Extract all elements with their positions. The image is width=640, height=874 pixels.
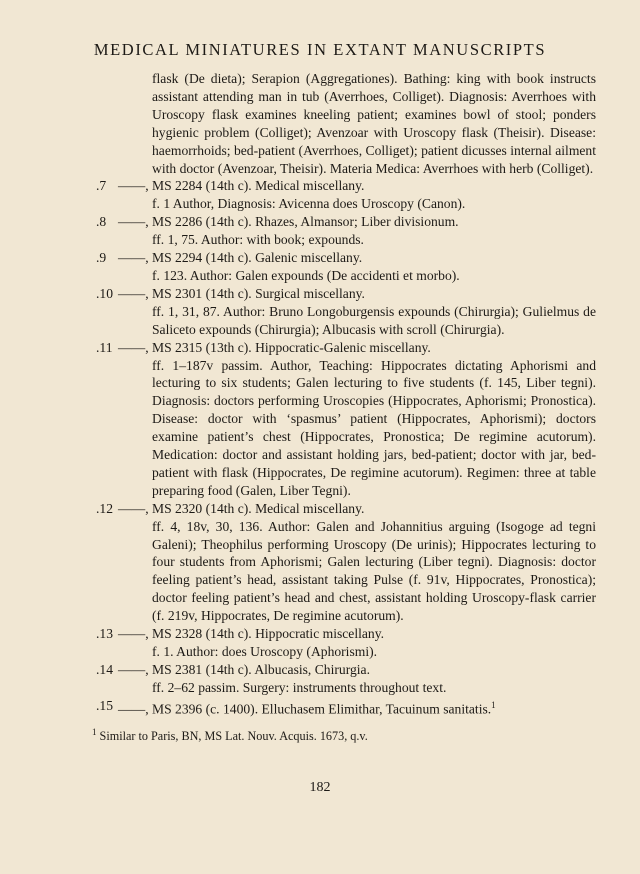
- entry-number: .8: [96, 214, 107, 230]
- entry-number: .12: [96, 500, 113, 516]
- entry-number: .14: [96, 661, 113, 677]
- entry-heading: [118, 697, 596, 718]
- footnote: [92, 724, 596, 744]
- entry-number: .9: [96, 250, 107, 266]
- entry-7: [96, 177, 596, 213]
- footnote-reference: 1: [491, 699, 496, 710]
- footnote-text: Similar to Paris, BN, MS Lat. Nouv. Acquis. 1673, q.v.: [99, 729, 368, 744]
- entry-9: [96, 249, 596, 285]
- entry-11: [96, 339, 596, 500]
- entry-detail: ff. 2–62 passim. Surgery: instruments throughout text.: [152, 679, 447, 695]
- entry-detail: f. 1. Author: does Uroscopy (Aphorismi).: [152, 644, 378, 659]
- entry-heading: ——, MS 2320 (14th c). Medical miscellany.: [118, 500, 365, 516]
- entry-8: [96, 213, 596, 249]
- footnote-mark: 1: [92, 727, 97, 738]
- entry-detail: f. 123. Author: Galen expounds (De accidenti et morbo).: [152, 267, 460, 283]
- entry-number: .10: [96, 285, 113, 301]
- entry-number: .11: [96, 339, 113, 355]
- entry-heading: ——, MS 2294 (14th c). Galenic miscellany.: [118, 250, 363, 266]
- entry-heading: ——, MS 2284 (14th c). Medical miscellany.: [118, 178, 365, 194]
- entry-detail: ff. 1, 75. Author: with book; expounds.: [152, 232, 364, 248]
- running-head: MEDICAL MINIATURES IN EXTANT MANUSCRIPTS: [93, 40, 547, 59]
- entry-detail: f. 1 Author, Diagnosis: Avicenna does Uroscopy (Canon).: [152, 196, 466, 212]
- entry-heading: ——, MS 2381 (14th c). Albucasis, Chirurgia.: [118, 661, 370, 677]
- entry-number: .13: [96, 626, 113, 642]
- entry-12: [96, 500, 596, 625]
- entry-detail: ff. 1–187v passim. Author, Teaching: Hippocrates dictating Aphorismi and lecturing to six students; Galen lecturing to five students (f. 145, Liber tegni). Diagnosis: doctors performing Uroscopies (Hippocrates, Aphorismi; Pronostica). Disease: doctor with ‘spasmus’ patient (Hippocrates, Aphorismi); doctors examine patient’s chest (Hippocrates, Pronostica; De regimine acutorum). Medication: doctor and assistant holding jars, bed-patient; doctor with jar, bed-patient with flask (Hippocrates, De regimine acutorum). Regimen: three at table preparing food (Galen, Liber Tegni).: [152, 357, 596, 498]
- entry-number: .7: [96, 178, 107, 194]
- entry-detail: ff. 4, 18v, 30, 136. Author: Galen and Johannitius arguing (Isogoge ad tegni Galeni); Theophilus performing Uroscopy (De urinis); Hippocrates lecturing to four students from Aphorismi; Galen lecturing (Liber tegni). Diagnosis: doctor feeling patient’s head, assistant taking Pulse (f. 91v, Hippocrates, Pronostica); doctor feeling patient’s head and chest, assistant holding Uroscopy-flask carrier (f. 219v, Hippocrates, De regimine acutorum).: [152, 518, 596, 624]
- page-body: [0, 70, 640, 744]
- entry-15: [96, 697, 596, 718]
- page-number: 182: [309, 780, 331, 795]
- entry-13: [96, 625, 596, 661]
- entry-number: .15: [96, 697, 113, 713]
- continuation-paragraph: flask (De dieta); Serapion (Aggregationes). Bathing: king with book instructs assistant attending man in tub (Averrhoes, Colliget). Diagnosis: Averrhoes with Uroscopy flask examines kneeling patient; examines bowl of stool; ponders hygienic problem (Colliget); Avenzoar with Uroscopy flask (Theisir). Disease: haemorrhoids; bed-patient (Averrhoes, Colliget); patient dicusses internal ailment with doctor (Avenzoar, Theisir). Materia Medica: Averrhoes with herb (Colliget).: [152, 71, 596, 176]
- entry-heading: ——, MS 2328 (14th c). Hippocratic miscellany.: [118, 626, 385, 642]
- entry-heading: ——, MS 2315 (13th c). Hippocratic-Galenic miscellany.: [118, 339, 431, 355]
- entry-heading-text: ——, MS 2396 (c. 1400). Elluchasem Elimithar, Tacuinum sanitatis.: [118, 701, 492, 717]
- entry-heading: ——, MS 2301 (14th c). Surgical miscellany.: [118, 285, 365, 301]
- entry-detail: ff. 1, 31, 87. Author: Bruno Longoburgensis expounds (Chirurgia); Gulielmus de Saliceto expounds (Chirurgia); Albucasis with scroll (Chirurgia).: [152, 303, 596, 337]
- entry-14: [96, 661, 596, 697]
- entry-heading: ——, MS 2286 (14th c). Rhazes, Almansor; Liber divisionum.: [118, 214, 459, 230]
- entry-10: [96, 285, 596, 339]
